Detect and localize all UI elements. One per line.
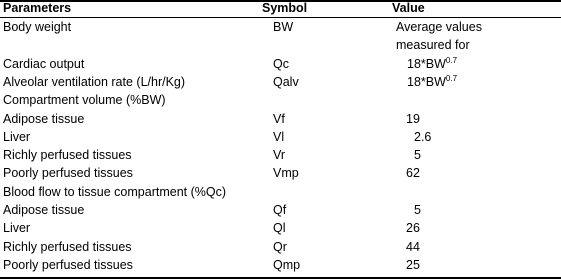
section-heading: Blood flow to tissue compartment (%Qc) bbox=[3, 185, 226, 199]
parameter-cell: Poorly perfused tissues bbox=[3, 258, 133, 272]
value-exponent: 0.7 bbox=[445, 74, 458, 83]
symbol-cell: Qalv bbox=[273, 75, 299, 89]
symbol-cell: Ql bbox=[273, 221, 286, 235]
header-parameters: Parameters bbox=[3, 1, 72, 15]
symbol-cell: Qf bbox=[273, 203, 287, 217]
value-cell: 44 bbox=[406, 240, 420, 254]
symbol-cell: Vf bbox=[273, 112, 285, 126]
parameter-cell: Adipose tissue bbox=[3, 112, 85, 126]
parameter-cell: Richly perfused tissues bbox=[3, 148, 132, 162]
parameter-cell: Body weight bbox=[3, 20, 72, 34]
value-cell: 25 bbox=[406, 258, 420, 272]
value-base: 18*BW bbox=[407, 57, 446, 71]
parameter-cell: Alveolar ventilation rate (L/hr/Kg) bbox=[3, 75, 186, 89]
symbol-cell: Vl bbox=[273, 130, 285, 144]
value-cell: Average values bbox=[396, 20, 482, 34]
symbol-cell: Vr bbox=[273, 148, 286, 162]
symbol-cell: BW bbox=[273, 20, 294, 34]
table-row bbox=[0, 74, 561, 91]
parameter-cell: Adipose tissue bbox=[3, 203, 85, 217]
table-row bbox=[0, 257, 561, 274]
value-cell: 5 bbox=[414, 203, 421, 217]
value-base: 18*BW bbox=[407, 75, 446, 89]
table-row-continuation bbox=[0, 37, 561, 54]
section-row-blood-flow bbox=[0, 184, 561, 201]
table-row bbox=[0, 165, 561, 182]
value-cell: 2.6 bbox=[414, 130, 432, 144]
table-bottom-rule bbox=[0, 277, 561, 279]
value-cell: 5 bbox=[414, 148, 421, 162]
table-row bbox=[0, 147, 561, 164]
parameter-cell: Liver bbox=[3, 221, 31, 235]
parameter-cell: Cardiac output bbox=[3, 57, 85, 71]
value-cell: 19 bbox=[406, 112, 420, 126]
parameter-cell: Poorly perfused tissues bbox=[3, 166, 133, 180]
header-symbol: Symbol bbox=[262, 1, 308, 15]
header-value: Value bbox=[392, 1, 425, 15]
symbol-cell: Qr bbox=[273, 240, 287, 254]
table-row bbox=[0, 239, 561, 256]
value-cell: 62 bbox=[406, 166, 420, 180]
table-row bbox=[0, 56, 561, 73]
symbol-cell: Qc bbox=[273, 57, 289, 71]
value-exponent: 0.7 bbox=[445, 56, 458, 65]
parameter-cell: Liver bbox=[3, 130, 31, 144]
section-row-compartment-volume bbox=[0, 92, 561, 109]
section-heading: Compartment volume (%BW) bbox=[3, 93, 166, 107]
value-cell bbox=[407, 56, 457, 73]
table-header-rule bbox=[0, 17, 561, 18]
table-row bbox=[0, 129, 561, 146]
value-cell: 26 bbox=[406, 221, 420, 235]
table-row bbox=[0, 220, 561, 237]
table-header-row bbox=[0, 0, 561, 17]
table-row bbox=[0, 19, 561, 36]
table-row bbox=[0, 202, 561, 219]
value-cell bbox=[407, 74, 457, 91]
value-cell: measured for bbox=[396, 38, 470, 52]
parameter-cell: Richly perfused tissues bbox=[3, 240, 132, 254]
table-row bbox=[0, 111, 561, 128]
symbol-cell: Vmp bbox=[273, 166, 299, 180]
symbol-cell: Qmp bbox=[273, 258, 301, 272]
